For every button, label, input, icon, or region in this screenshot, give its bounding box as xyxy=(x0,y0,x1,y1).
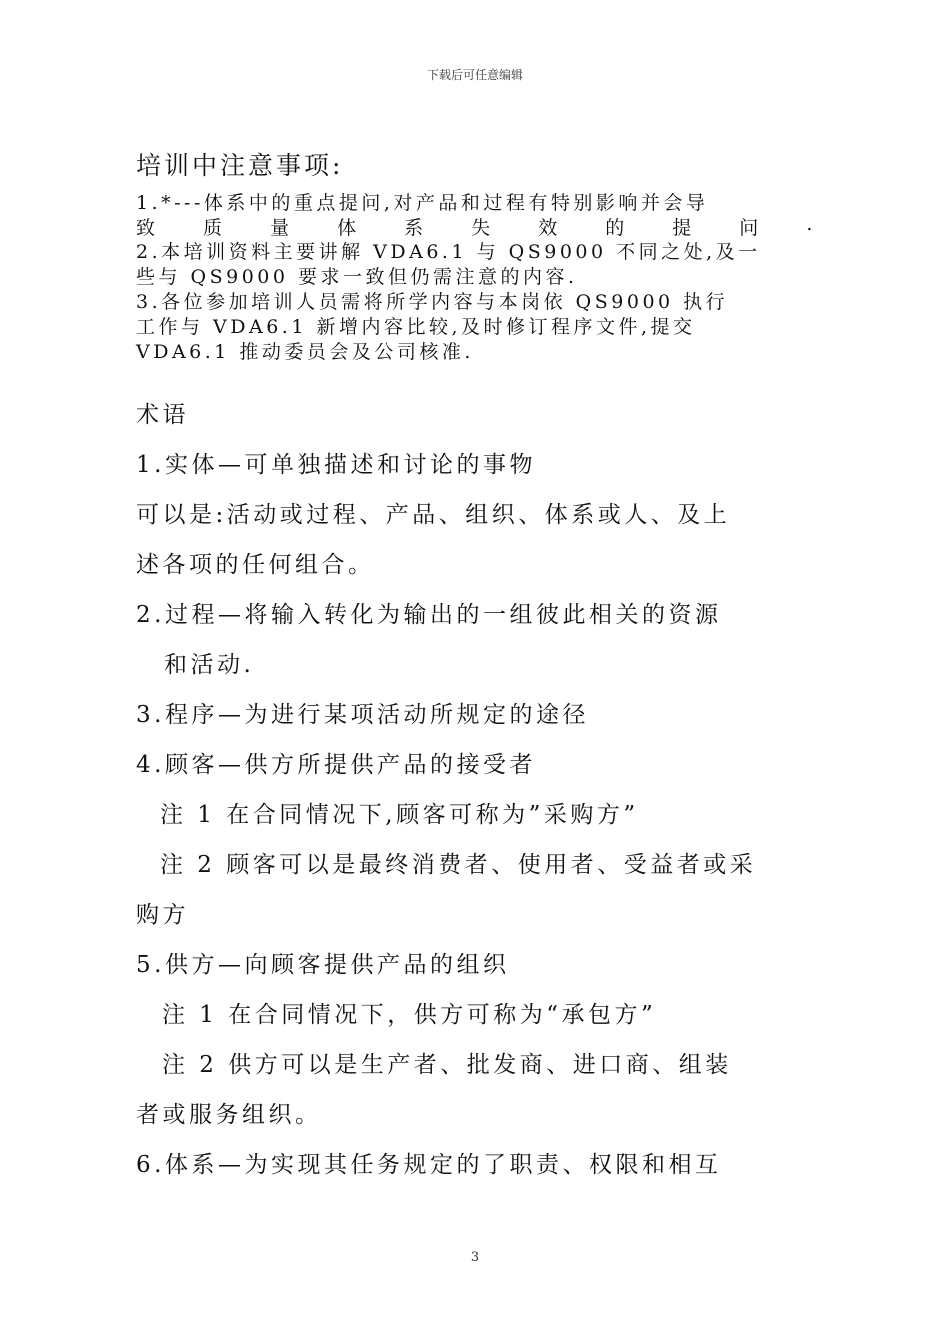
note-char: 质 xyxy=(203,217,226,239)
term-line: 购方 xyxy=(136,902,189,928)
note-line-7: VDA6.1 推动委员会及公司核准. xyxy=(136,341,474,363)
term-note: 注 1 在合同情况下,顾客可称为”采购方” xyxy=(160,802,639,828)
note-char: 量 xyxy=(270,217,293,239)
terms-title: 术语 xyxy=(136,402,189,428)
note-line-5: 3.各位参加培训人员需将所学内容与本岗依 QS9000 执行 xyxy=(136,291,729,313)
term-line: 5.供方—向顾客提供产品的组织 xyxy=(136,952,510,978)
term-line: 和活动. xyxy=(164,652,255,678)
term-line: 3.程序—为进行某项活动所规定的途径 xyxy=(136,702,589,728)
note-line-2 xyxy=(136,213,816,240)
term-line: 6.体系—为实现其任务规定的了职责、权限和相互 xyxy=(136,1152,722,1178)
note-char: 体 xyxy=(337,217,360,239)
note-char: 致 xyxy=(136,217,159,239)
term-note: 注 2 顾客可以是最终消费者、使用者、受益者或采 xyxy=(160,852,757,878)
term-line: 2.过程—将输入转化为输出的一组彼此相关的资源 xyxy=(136,602,722,628)
term-line: 1.实体—可单独描述和讨论的事物 xyxy=(136,452,536,478)
note-char: 的 xyxy=(605,217,628,239)
notes-title: 培训中注意事项: xyxy=(136,151,344,180)
note-line-3: 2.本培训资料主要讲解 VDA6.1 与 QS9000 不同之处,及一 xyxy=(136,241,761,263)
term-line: 可以是:活动或过程、产品、组织、体系或人、及上 xyxy=(136,502,731,528)
page-header: 下载后可任意编辑 xyxy=(426,68,523,82)
note-char: 失 xyxy=(471,217,494,239)
term-note: 注 2 供方可以是生产者、批发商、进口商、组装 xyxy=(162,1052,732,1078)
term-note: 注 1 在合同情况下，供方可称为“承包方” xyxy=(162,1002,657,1028)
note-line-4: 些与 QS9000 要求一致但仍需注意的内容. xyxy=(136,266,578,288)
term-line: 者或服务组织。 xyxy=(136,1102,322,1128)
term-line: 4.顾客—供方所提供产品的接受者 xyxy=(136,752,536,778)
note-line-1: 1.*---体系中的重点提问,对产品和过程有特别影响并会导 xyxy=(136,192,709,214)
note-char: 提 xyxy=(672,217,695,239)
note-line-6: 工作与 VDA6.1 新增内容比较,及时修订程序文件,提交 xyxy=(136,316,696,338)
note-char: . xyxy=(806,213,816,235)
page-number: 3 xyxy=(470,1250,480,1265)
term-line: 述各项的任何组合。 xyxy=(136,552,375,578)
note-char: 效 xyxy=(538,217,561,239)
note-char: 问 xyxy=(739,217,762,239)
note-char: 系 xyxy=(404,217,427,239)
